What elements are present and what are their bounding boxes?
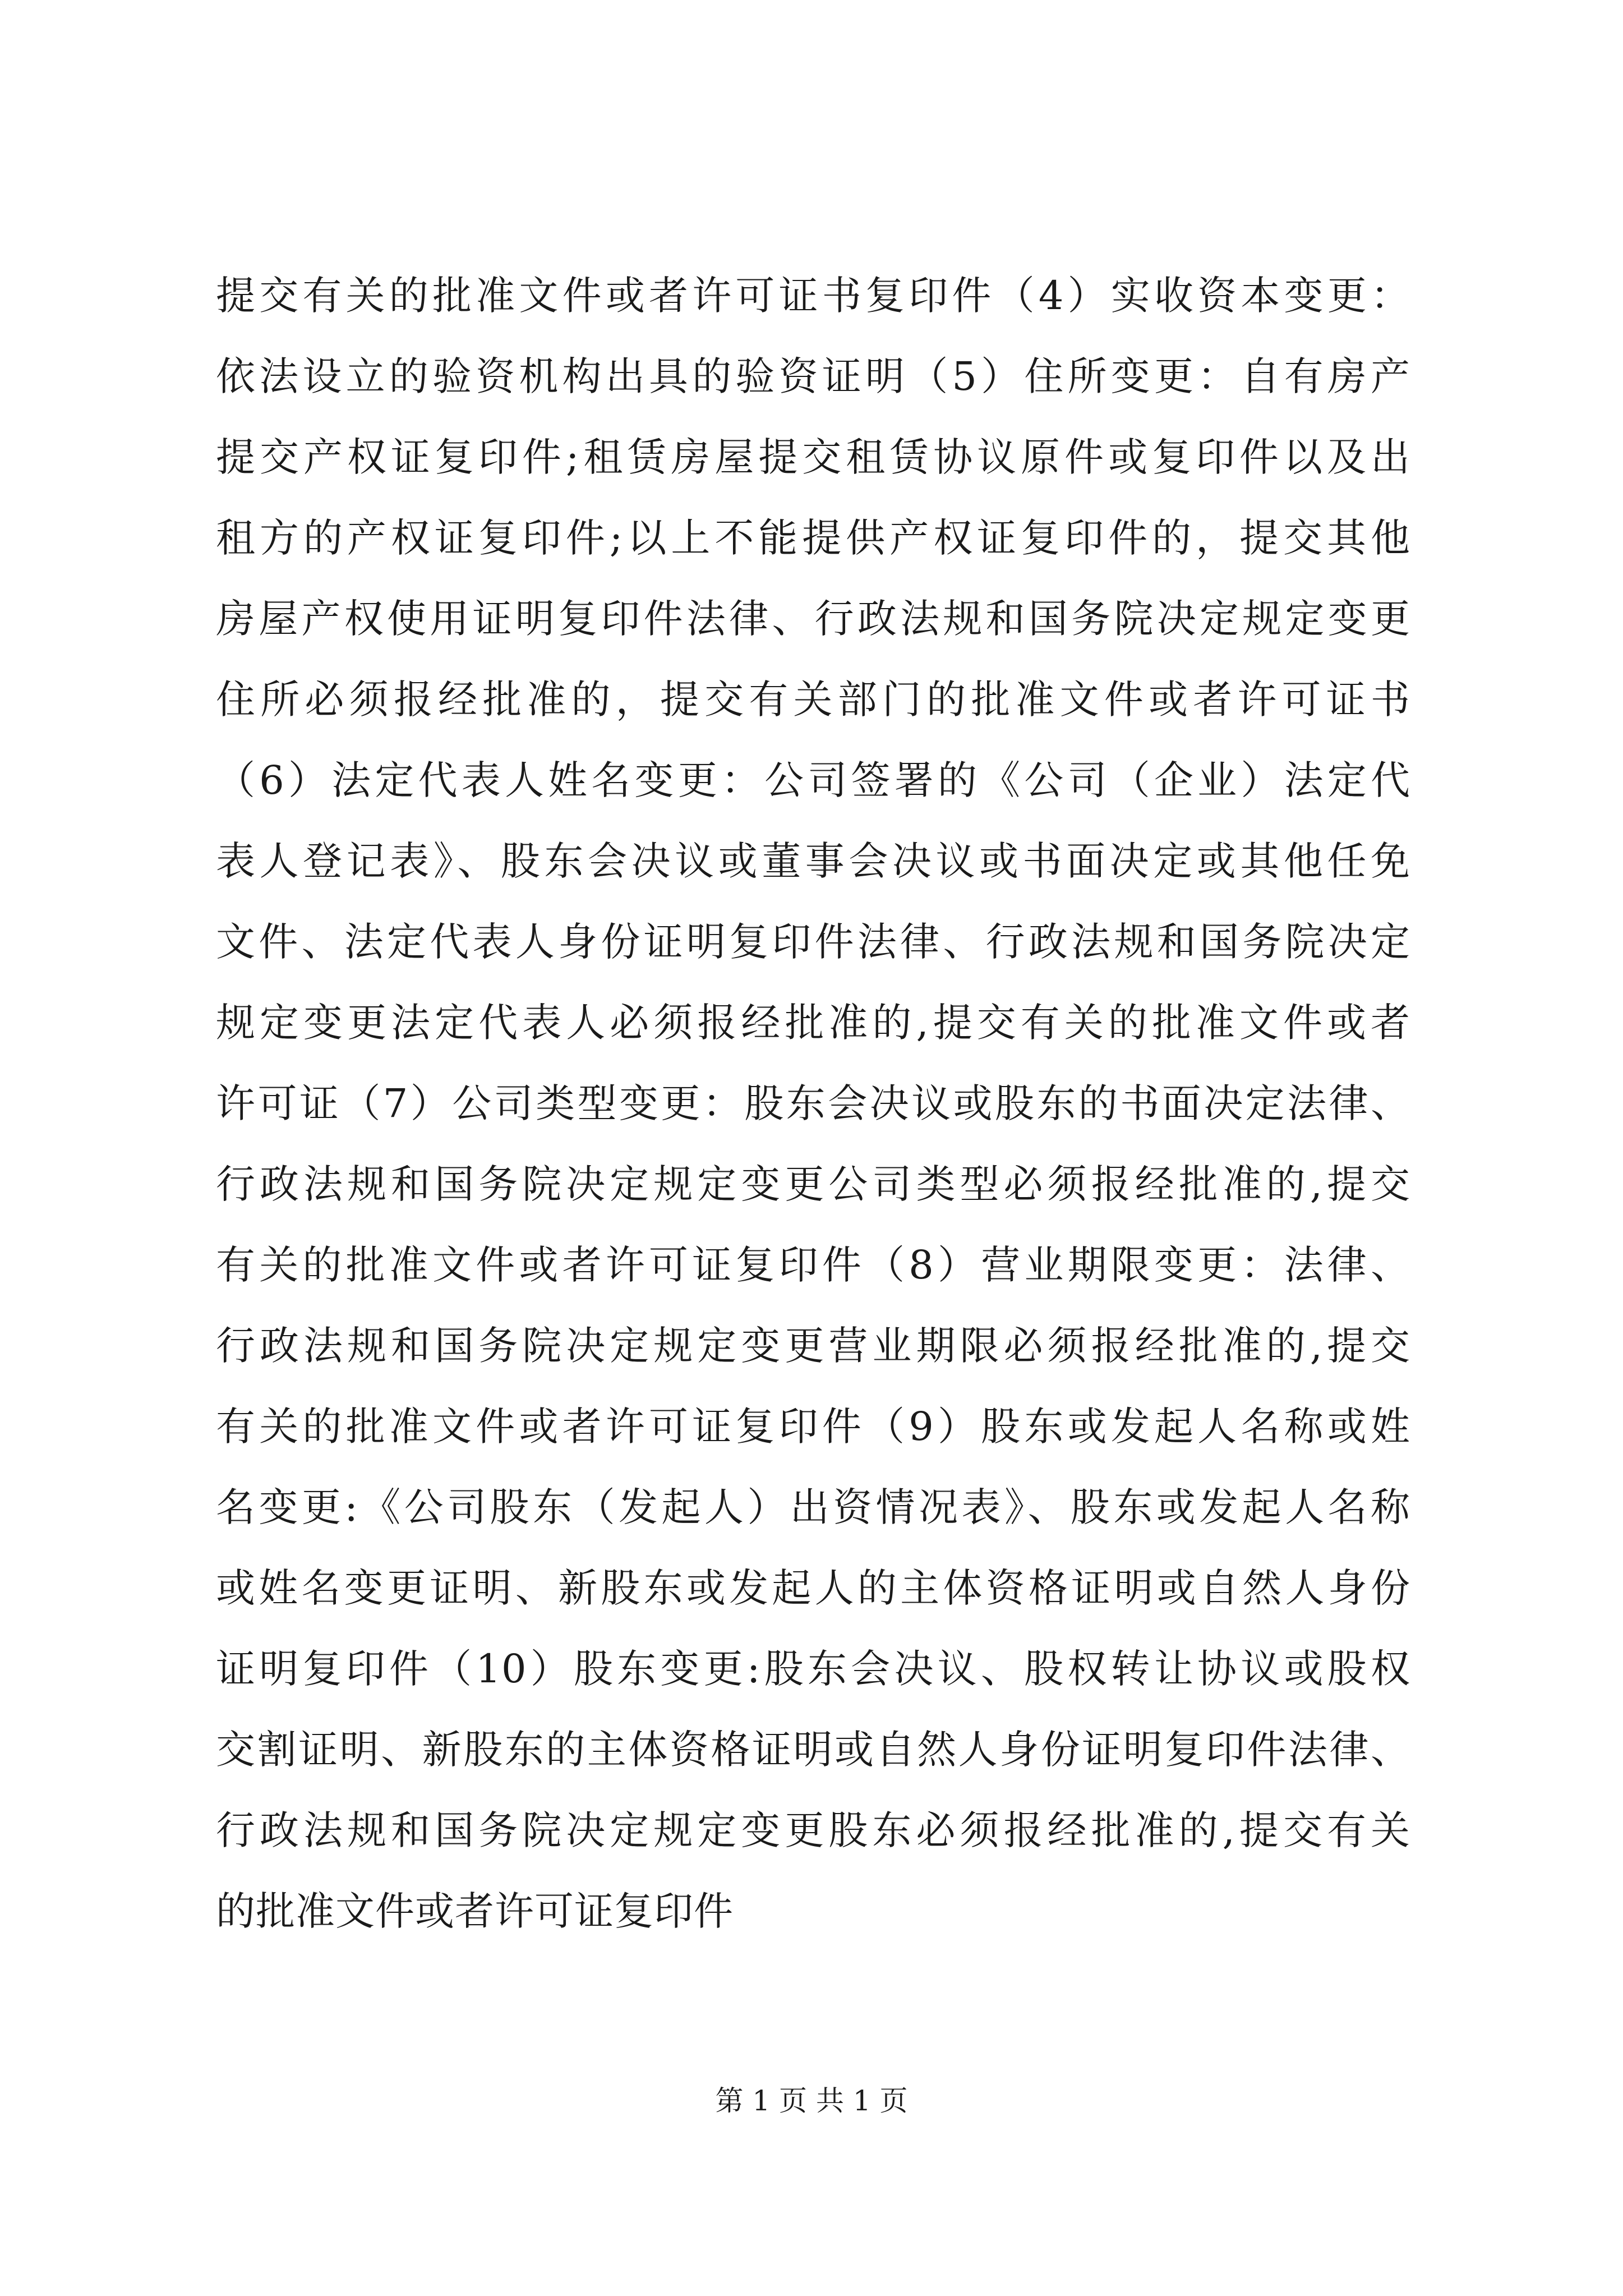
text-line: 依法设立的验资机构出具的验资证明（5）住所变更：自有房产	[216, 353, 1410, 399]
text-line: 表人登记表》、股东会决议或董事会决议或书面决定或其他任免	[216, 838, 1410, 884]
text-line: 的批准文件或者许可证复印件	[216, 1888, 734, 1934]
text-line: 有关的批准文件或者许可证复印件（9）股东或发起人名称或姓	[216, 1404, 1410, 1450]
text-line: 房屋产权使用证明复印件法律、行政法规和国务院决定规定变更	[216, 596, 1410, 642]
text-line: 或姓名变更证明、新股东或发起人的主体资格证明或自然人身份	[216, 1565, 1410, 1611]
text-line: 住所必须报经批准的，提交有关部门的批准文件或者许可证书	[216, 677, 1410, 723]
text-line: 文件、法定代表人身份证明复印件法律、行政法规和国务院决定	[216, 919, 1410, 965]
page-number-label: 第 1 页 共 1 页	[715, 2085, 908, 2117]
text-line: 交割证明、新股东的主体资格证明或自然人身份证明复印件法律、	[216, 1727, 1410, 1773]
text-line: （6）法定代表人姓名变更：公司签署的《公司（企业）法定代	[216, 757, 1410, 803]
text-line: 证明复印件（10）股东变更:股东会决议、股权转让协议或股权	[216, 1646, 1410, 1692]
text-line: 行政法规和国务院决定规定变更股东必须报经批准的,提交有关	[216, 1807, 1410, 1853]
text-line: 名变更:《公司股东（发起人）出资情况表》、股东或发起人名称	[216, 1484, 1410, 1530]
text-line: 规定变更法定代表人必须报经批准的,提交有关的批准文件或者	[216, 1000, 1410, 1046]
text-line: 行政法规和国务院决定规定变更营业期限必须报经批准的,提交	[216, 1323, 1410, 1369]
text-line: 提交产权证复印件;租赁房屋提交租赁协议原件或复印件以及出	[216, 434, 1410, 480]
text-line: 租方的产权证复印件;以上不能提供产权证复印件的，提交其他	[216, 515, 1410, 561]
text-line: 许可证（7）公司类型变更：股东会决议或股东的书面决定法律、	[216, 1080, 1410, 1126]
body-text	[216, 255, 1410, 1952]
page-footer	[0, 2078, 1623, 2123]
text-line: 有关的批准文件或者许可证复印件（8）营业期限变更：法律、	[216, 1242, 1410, 1288]
text-line: 行政法规和国务院决定规定变更公司类型必须报经批准的,提交	[216, 1161, 1410, 1207]
text-line: 提交有关的批准文件或者许可证书复印件（4）实收资本变更：	[216, 273, 1410, 319]
